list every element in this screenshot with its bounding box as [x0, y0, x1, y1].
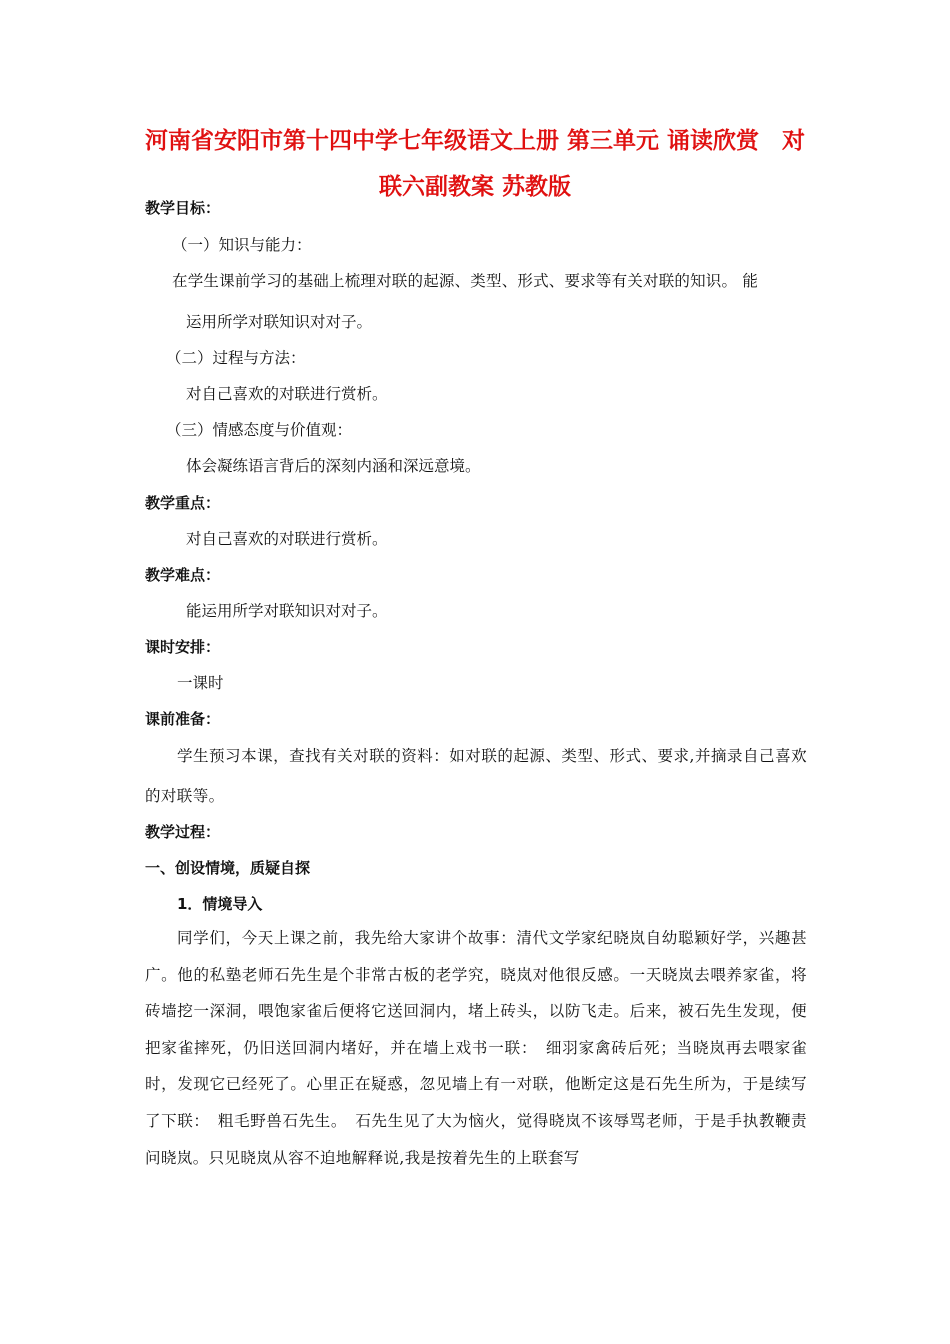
process-heading: 教学过程：: [145, 823, 221, 841]
difficulties-heading: 教学难点：: [145, 566, 221, 584]
objective-knowledge-line-1: 在学生课前学习的基础上梳理对联的起源、类型、形式、要求等有关对联的知识。 能: [172, 272, 759, 290]
schedule-heading: 课时安排：: [145, 638, 221, 656]
objectives-heading: 教学目标：: [145, 199, 221, 217]
process-section-1: 一、创设情境，质疑自探: [145, 859, 311, 877]
schedule-text: 一课时: [177, 674, 224, 692]
difficulties-text: 能运用所学对联知识对对子。: [186, 602, 388, 620]
preparation-text: 学生预习本课，查找有关对联的资料：如对联的起源、类型、形式、要求,并摘录自己喜欢的对联等。: [145, 747, 807, 805]
objective-knowledge-heading: （一）知识与能力：: [172, 236, 312, 254]
process-step-1: 1．情境导入: [177, 895, 263, 913]
objective-attitude-heading: （三）情感态度与价值观：: [166, 421, 353, 439]
key-points-heading: 教学重点：: [145, 494, 221, 512]
objective-attitude-text: 体会凝练语言背后的深刻内涵和深远意境。: [186, 457, 481, 475]
objective-process-heading: （二）过程与方法：: [166, 349, 306, 367]
key-points-text: 对自己喜欢的对联进行赏析。: [186, 530, 388, 548]
preparation-heading: 课前准备：: [145, 710, 221, 728]
objective-knowledge-line-2: 运用所学对联知识对对子。: [186, 313, 373, 331]
document-title: 河南省安阳市第十四中学七年级语文上册 第三单元 诵读欣赏 对联六副教案 苏教版: [144, 128, 805, 200]
objective-process-text: 对自己喜欢的对联进行赏析。: [186, 385, 388, 403]
story-paragraph: 同学们，今天上课之前，我先给大家讲个故事：清代文学家纪晓岚自幼聪颖好学，兴趣甚广。他的私塾老师石先生是个非常古板的老学究，晓岚对他很反感。一天晓岚去喂养家雀，将砖墙挖一深洞，喂饱家雀后便将它送回洞内，堵上砖头，以防飞走。后来，被石先生发现，便把家雀摔死，仍旧送回洞内堵好，并在墙上戏书一联： 细羽家禽砖后死；当晓岚再去喂家雀时，发现它已经死了。心里正在疑惑，忽见墙上有一对联，他断定这是石先生所为，于是续写了下联： 粗毛野兽石先生。 石先生见了大为恼火，觉得晓岚不该辱骂老师，于是手执教鞭责问晓岚。只见晓岚从容不迫地解释说,我是按着先生的上联套写: [145, 929, 807, 1167]
